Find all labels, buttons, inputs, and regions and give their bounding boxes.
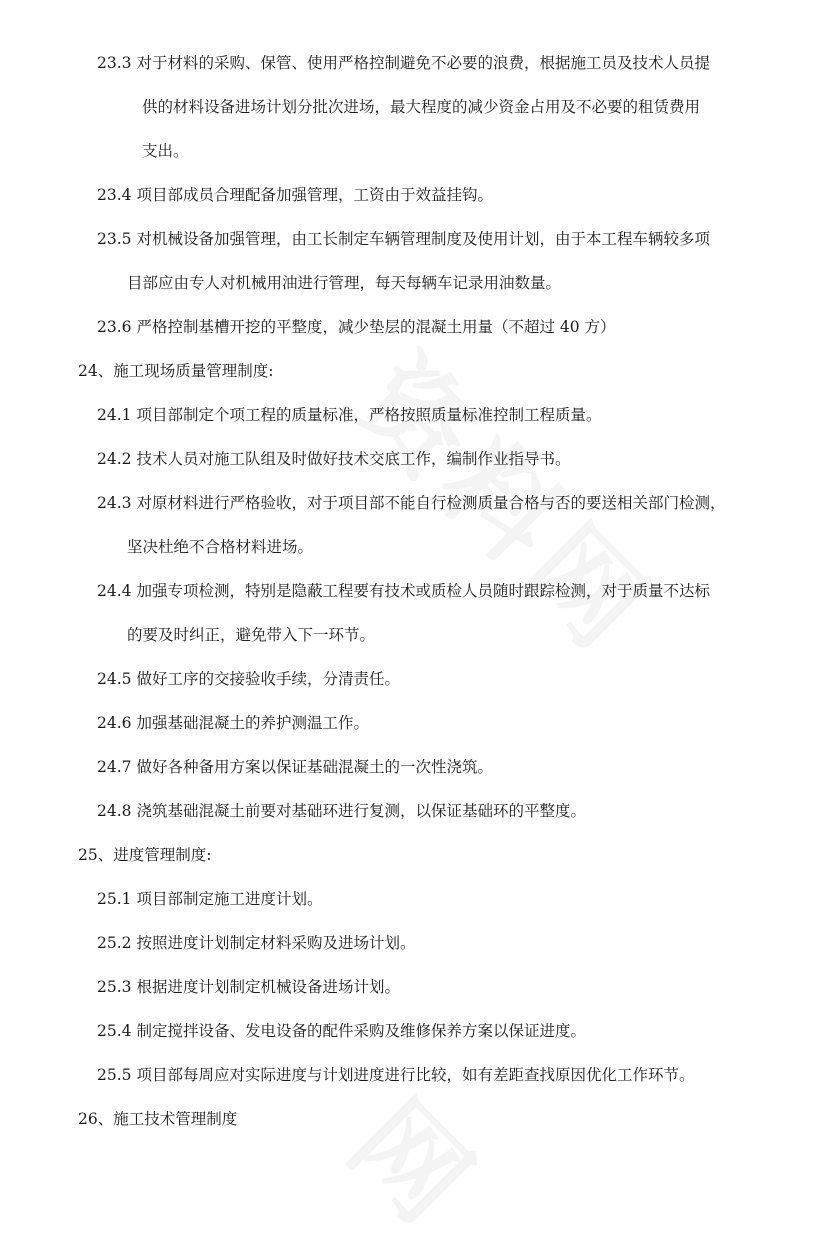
clause-23-5: 23.5 对机械设备加强管理，由工长制定车辆管理制度及使用计划，由于本工程车辆较多项 bbox=[97, 230, 710, 248]
clause-23-6: 23.6 严格控制基槽开挖的平整度，减少垫层的混凝土用量（不超过 40 方） bbox=[97, 318, 616, 336]
clause-23-3-cont: 供的材料设备进场计划分批次进场，最大程度的减少资金占用及不必要的租赁费用 bbox=[142, 98, 701, 116]
clause-25-5: 25.5 项目部每周应对实际进度与计划进度进行比较，如有差距查找原因优化工作环节。 bbox=[97, 1066, 695, 1084]
clause-24-7: 24.7 做好各种备用方案以保证基础混凝土的一次性浇筑。 bbox=[97, 758, 493, 776]
clause-24-4-cont: 的要及时纠正，避免带入下一环节。 bbox=[127, 626, 376, 644]
clause-23-5-cont: 目部应由专人对机械用油进行管理，每天每辆车记录用油数量。 bbox=[127, 274, 562, 292]
clause-24-4: 24.4 加强专项检测，特别是隐蔽工程要有技术或质检人员随时跟踪检测，对于质量不达标 bbox=[97, 582, 710, 600]
section-heading-24: 24、施工现场质量管理制度: bbox=[78, 362, 274, 380]
clause-23-4: 23.4 项目部成员合理配备加强管理，工资由于效益挂钩。 bbox=[97, 186, 493, 204]
watermark bbox=[322, 1061, 519, 1257]
clause-24-5: 24.5 做好工序的交接验收手续，分清责任。 bbox=[97, 670, 400, 688]
clause-24-3: 24.3 对原材料进行严格验收，对于项目部不能自行检测质量合格与否的要送相关部门检测， bbox=[97, 494, 726, 512]
clause-25-2: 25.2 按照进度计划制定材料采购及进场计划。 bbox=[97, 934, 416, 952]
clause-25-4: 25.4 制定搅拌设备、发电设备的配件采购及维修保养方案以保证进度。 bbox=[97, 1022, 586, 1040]
clause-24-3-cont: 坚决杜绝不合格材料进场。 bbox=[127, 538, 314, 556]
clause-23-3: 23.3 对于材料的采购、保管、使用严格控制避免不必要的浪费，根据施工员及技术人员提 bbox=[97, 54, 710, 72]
clause-24-1: 24.1 项目部制定个项工程的质量标准，严格按照质量标准控制工程质量。 bbox=[97, 406, 602, 424]
clause-24-6: 24.6 加强基础混凝土的养护测温工作。 bbox=[97, 714, 369, 732]
clause-23-3-cont: 支出。 bbox=[142, 142, 189, 160]
section-heading-25: 25、进度管理制度: bbox=[78, 846, 212, 864]
clause-24-8: 24.8 浇筑基础混凝土前要对基础环进行复测，以保证基础环的平整度。 bbox=[97, 802, 586, 820]
section-heading-26: 26、施工技术管理制度 bbox=[78, 1110, 238, 1128]
clause-24-2: 24.2 技术人员对施工队组及时做好技术交底工作，编制作业指导书。 bbox=[97, 450, 571, 468]
clause-25-3: 25.3 根据进度计划制定机械设备进场计划。 bbox=[97, 978, 400, 996]
clause-25-1: 25.1 项目部制定施工进度计划。 bbox=[97, 890, 323, 908]
